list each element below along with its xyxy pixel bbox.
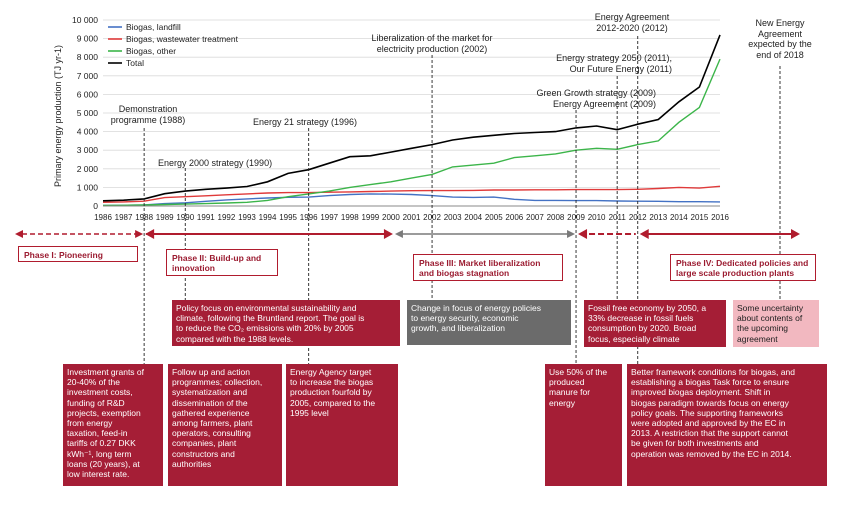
x-tick-label: 2006: [505, 213, 524, 222]
x-tick-label: 1996: [299, 213, 318, 222]
y-tick-label: 5 000: [76, 108, 98, 118]
x-tick-label: 1991: [196, 213, 215, 222]
box-investment-grants: Investment grants of 20-40% of the investment costs, funding of R&D projects, exemption from energy taxation, feed-in tariffs of 0.27 DKK kWh⁻¹, long term loans (20 years), at low interest rate.: [63, 364, 163, 486]
y-tick-label: 6 000: [76, 89, 98, 100]
x-tick-label: 1987: [114, 213, 133, 222]
x-tick-label: 2005: [484, 213, 503, 222]
arrow-head: [135, 230, 143, 238]
y-axis-label: Primary energy production (TJ yr-1): [53, 44, 63, 188]
annotation-green-growth: Green Growth strategy (2009) Energy Agreement (2009): [536, 88, 656, 109]
box-fossil-free: Fossil free economy by 2050, a 33% decrease in fossil fuels consumption by 2020. Broad focus, especially climate: [584, 300, 726, 347]
x-tick-label: 2009: [567, 213, 585, 222]
x-tick-label: 1988: [135, 213, 154, 222]
arrow-head: [145, 229, 154, 239]
legend-label: Biogas, wastewater treatment: [126, 34, 238, 44]
x-tick-label: 2011: [608, 213, 626, 222]
phase-3-box: Phase III: Market liberalization and biogas stagnation: [413, 254, 563, 281]
x-tick-label: 2003: [443, 213, 462, 222]
x-tick-label: 1989: [155, 213, 174, 222]
y-tick-label: 4 000: [76, 126, 98, 137]
x-tick-label: 1993: [238, 213, 256, 222]
x-tick-label: 1997: [320, 213, 339, 222]
y-tick-label: 2 000: [76, 163, 98, 174]
x-tick-label: 2007: [526, 213, 544, 222]
x-tick-label: 2008: [546, 213, 565, 222]
arrow-head: [395, 230, 403, 238]
x-tick-label: 1995: [279, 213, 297, 222]
annotation-energy-strategy-2050: Energy strategy 2050 (2011), Our Future Energy (2011): [556, 53, 672, 74]
x-tick-label: 2014: [669, 213, 688, 222]
box-uncertainty: Some uncertainty about contents of the upcoming agreement: [733, 300, 819, 347]
y-tick-label: 7 000: [76, 70, 98, 81]
box-policy-focus: Policy focus on environmental sustainability and climate, following the Bruntland report. The goal is to reduce the CO₂ emissions with 20% by 2005 compared with the 1988 levels.: [172, 300, 400, 346]
annotation-liberalization: Liberalization of the market for electricity production (2002): [371, 33, 493, 54]
legend-label: Total: [126, 58, 144, 68]
annotation-new-energy-agreement: New Energy Agreement expected by the end of 2018: [748, 18, 812, 60]
arrow-head: [15, 230, 23, 238]
annotation-energy-agreement-2012: Energy Agreement 2012-2020 (2012): [594, 12, 670, 33]
y-tick-label: 10 000: [72, 15, 98, 25]
legend-label: Biogas, other: [126, 46, 177, 56]
phase-1-box: Phase I: Pioneering: [18, 246, 138, 262]
y-tick-label: 9 000: [76, 33, 98, 44]
phase-2-box: Phase II: Build-up and innovation: [166, 249, 278, 276]
x-tick-label: 1992: [217, 213, 236, 222]
y-tick-label: 8 000: [76, 52, 98, 63]
x-tick-label: 1986: [94, 213, 112, 222]
arrow-head: [578, 229, 587, 239]
arrow-head: [640, 229, 649, 239]
x-tick-label: 2010: [587, 213, 606, 222]
x-tick-label: 2013: [649, 213, 668, 222]
x-tick-label: 2004: [464, 213, 483, 222]
y-tick-label: 1 000: [76, 182, 98, 193]
y-tick-label: 3 000: [76, 145, 98, 156]
arrow-head: [791, 229, 800, 239]
phase-4-box: Phase IV: Dedicated policies and large scale production plants: [670, 254, 816, 281]
annotation-energy-2000: Energy 2000 strategy (1990): [158, 158, 273, 168]
y-tick-label: 0: [93, 201, 98, 211]
series-line-2: [103, 59, 720, 205]
arrow-head: [567, 230, 575, 238]
x-tick-label: 2012: [628, 213, 647, 222]
box-follow-up: Follow up and action programmes; collection, systematization and dissemination of the gathered experience among farmers, plant operators, consulting companies, plant constructors and authorities: [168, 364, 282, 486]
x-tick-label: 2015: [690, 213, 709, 222]
annotation-energy-21: Energy 21 strategy (1996): [253, 117, 358, 127]
box-framework-conditions: Better framework conditions for biogas, and establishing a biogas Task force to ensure improved biogas deployment. Shift in biogas paradigm towards focus on energy policy goals. The supporting frameworks were adopted and approved by the EC in 2013. A restriction that the support cannot be given for both investments and operation was removed by the EC in 2014.: [627, 364, 827, 486]
x-tick-label: 2016: [711, 213, 729, 222]
x-tick-label: 1999: [361, 213, 380, 222]
x-tick-label: 2000: [382, 213, 400, 222]
x-tick-label: 1990: [176, 213, 195, 222]
x-tick-label: 1994: [258, 213, 277, 222]
arrow-head: [384, 229, 393, 239]
annotation-demonstration: Demonstration programme (1988): [110, 104, 186, 125]
legend-label: Biogas, landfill: [126, 22, 181, 32]
x-tick-label: 2001: [402, 213, 421, 222]
box-energy-agency: Energy Agency target to increase the biogas production fourfold by 2005, compared to the 1995 level: [286, 364, 398, 486]
box-manure: Use 50% of the produced manure for energy: [545, 364, 622, 486]
x-tick-label: 1998: [340, 213, 359, 222]
box-change-in-focus: Change in focus of energy policies to energy security, economic growth, and liberalization: [407, 300, 571, 345]
x-tick-label: 2002: [423, 213, 441, 222]
